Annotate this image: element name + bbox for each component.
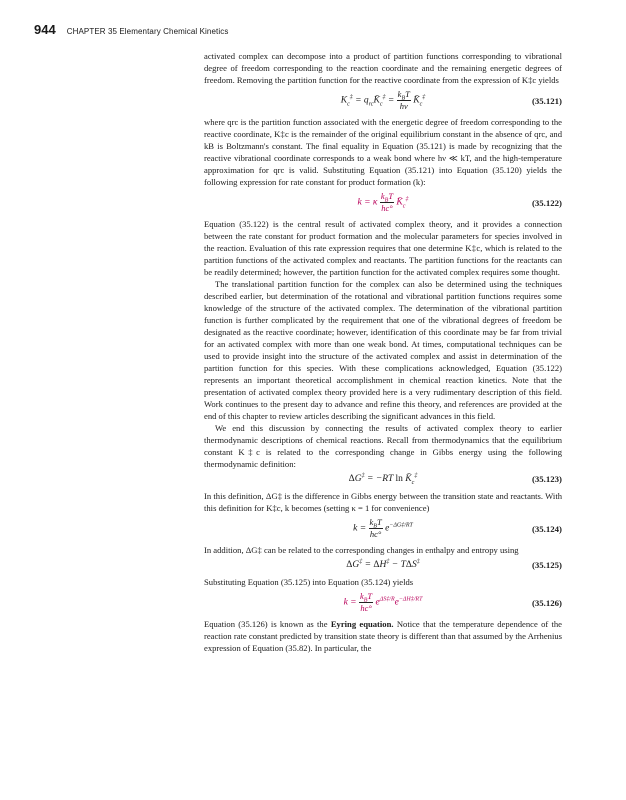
equation-number: (35.126) — [531, 598, 562, 608]
equation-35-126 — [204, 588, 562, 618]
paragraph: We end this discussion by connecting the results of activated complex theory to earlier thermodynamic descriptions of chemical reactions. Recall from thermodynamics that the equilibrium constant K‡c is related to the corresponding change in Gibbs energy using the following thermodynamic definition: — [204, 423, 562, 469]
equation-35-125 — [204, 556, 562, 576]
equation-body: k = $k_BT$ hc° $e^{-\Delta G\ddagger/RT}$ — [353, 517, 413, 539]
paragraph: The translational partition function for the complex can also be determined using the techniques described earlier, but determination of the rotational and vibrational partition functions requires some knowledge of the structure of the activated complex. The determination of the vibrational partition function is further complicated by the requirement that one of the vibrational degrees of freedom be designated as the reactive coordinate; however, identification of this coordinate may be far from trivial for an activated complex with more than one weak bond. At times, computational techniques can be used to provide insight into the structure of the activated complex and assist in determination of the partition function for this species. With these complications acknowledged, Equation (35.122) represents an important theoretical accomplishment in chemical reaction kinetics. Note that the presentation of activated complex theory provided here is a very rudimentary description of this field. Work continues to the present day to advance and refine this theory, and references are provided at the end of this chapter to review articles describing the significant advances in this field. — [204, 279, 562, 421]
equation-number: (35.123) — [531, 474, 562, 484]
equation-body: k = $k_BT$ hc° $e^{\Delta S\ddagger/R}e^{-\Delta H\ddagger/RT}$ — [343, 591, 423, 613]
page-number: 944 — [34, 22, 56, 37]
paragraph: Equation (35.122) is the central result of activated complex theory, and it provides a connection between the rate constant for product formation and the molecular parameters for species involved in the reaction. Evaluation of this rate expression requires that one determine K‡c, which is related to the partition functions of the activated complex and reactants. The partition functions for the reactants can be readily determined; however, the partition function for the activated complex requires some thought. — [204, 219, 562, 277]
key-term: Eyring equation. — [330, 619, 394, 629]
paragraph: In this definition, ΔG‡ is the difference in Gibbs energy between the transition state and reactants. With this definition for K‡c, k becomes (setting κ = 1 for convenience) — [204, 491, 562, 513]
equation-body: k = κ $k_BT$ hc° $K̄_c^\ddagger$ — [357, 191, 409, 213]
equation-35-123 — [204, 470, 562, 490]
running-title: CHAPTER 35 Elementary Chemical Kinetics — [66, 27, 229, 36]
equation-number: (35.122) — [531, 198, 562, 208]
equation-body: ΔG‡ = ΔH‡ − TΔS‡ — [346, 558, 420, 570]
body-text — [204, 50, 562, 654]
equation-number: (35.121) — [531, 96, 562, 106]
paragraph: activated complex can decompose into a product of partition functions corresponding to vibrational degree of freedom corresponding to the reaction coordinate and the remaining energetic degrees of freedom. Removing the partition function for the reactive coordinate from the expression of K‡c yields — [204, 51, 562, 85]
equation-body: $K_c^\ddagger$ = $q_{rc}K̄_c^\ddagger$ = $k_BT$ hν $K̄_c^\ddagger$ — [340, 89, 426, 111]
equation-number: (35.124) — [531, 524, 562, 534]
paragraph: Substituting Equation (35.125) into Equation (35.124) yields — [204, 577, 414, 587]
equation-35-122 — [204, 188, 562, 218]
equation-number: (35.125) — [531, 560, 562, 570]
paragraph: In addition, ΔG‡ can be related to the corresponding changes in enthalpy and entropy using — [204, 545, 519, 555]
paragraph: where qrc is the partition function associated with the energetic degree of freedom corresponding to the reactive coordinate, K‡c is the remainder of the original equilibrium constant in the absence of qrc, and kB is Boltzmann's constant. The final equality in Equation (35.121) is made by recognizing that the reactive vibrational coordinate corresponds to a weak bond where hν ≪ kT, and the high-temperature approximation for qrc is valid. Substituting Equation (35.121) into Equation (35.120) yields the following expression for rate constant for product formation (k): — [204, 117, 562, 187]
equation-body: ΔG‡ = −RT $\ln K̄_c^\ddagger$ — [348, 472, 418, 486]
paragraph-text: Equation (35.126) is known as the — [204, 619, 328, 629]
paragraph-text: Notice that the temperature dependence of the reaction rate constant predicted by transition state theory is different than that assumed by the Arrhenius expression of Equation (35.82). In particular, the — [204, 619, 562, 653]
equation-35-121 — [204, 86, 562, 116]
page-header — [34, 22, 228, 38]
paragraph — [204, 618, 562, 654]
equation-35-124 — [204, 514, 562, 544]
